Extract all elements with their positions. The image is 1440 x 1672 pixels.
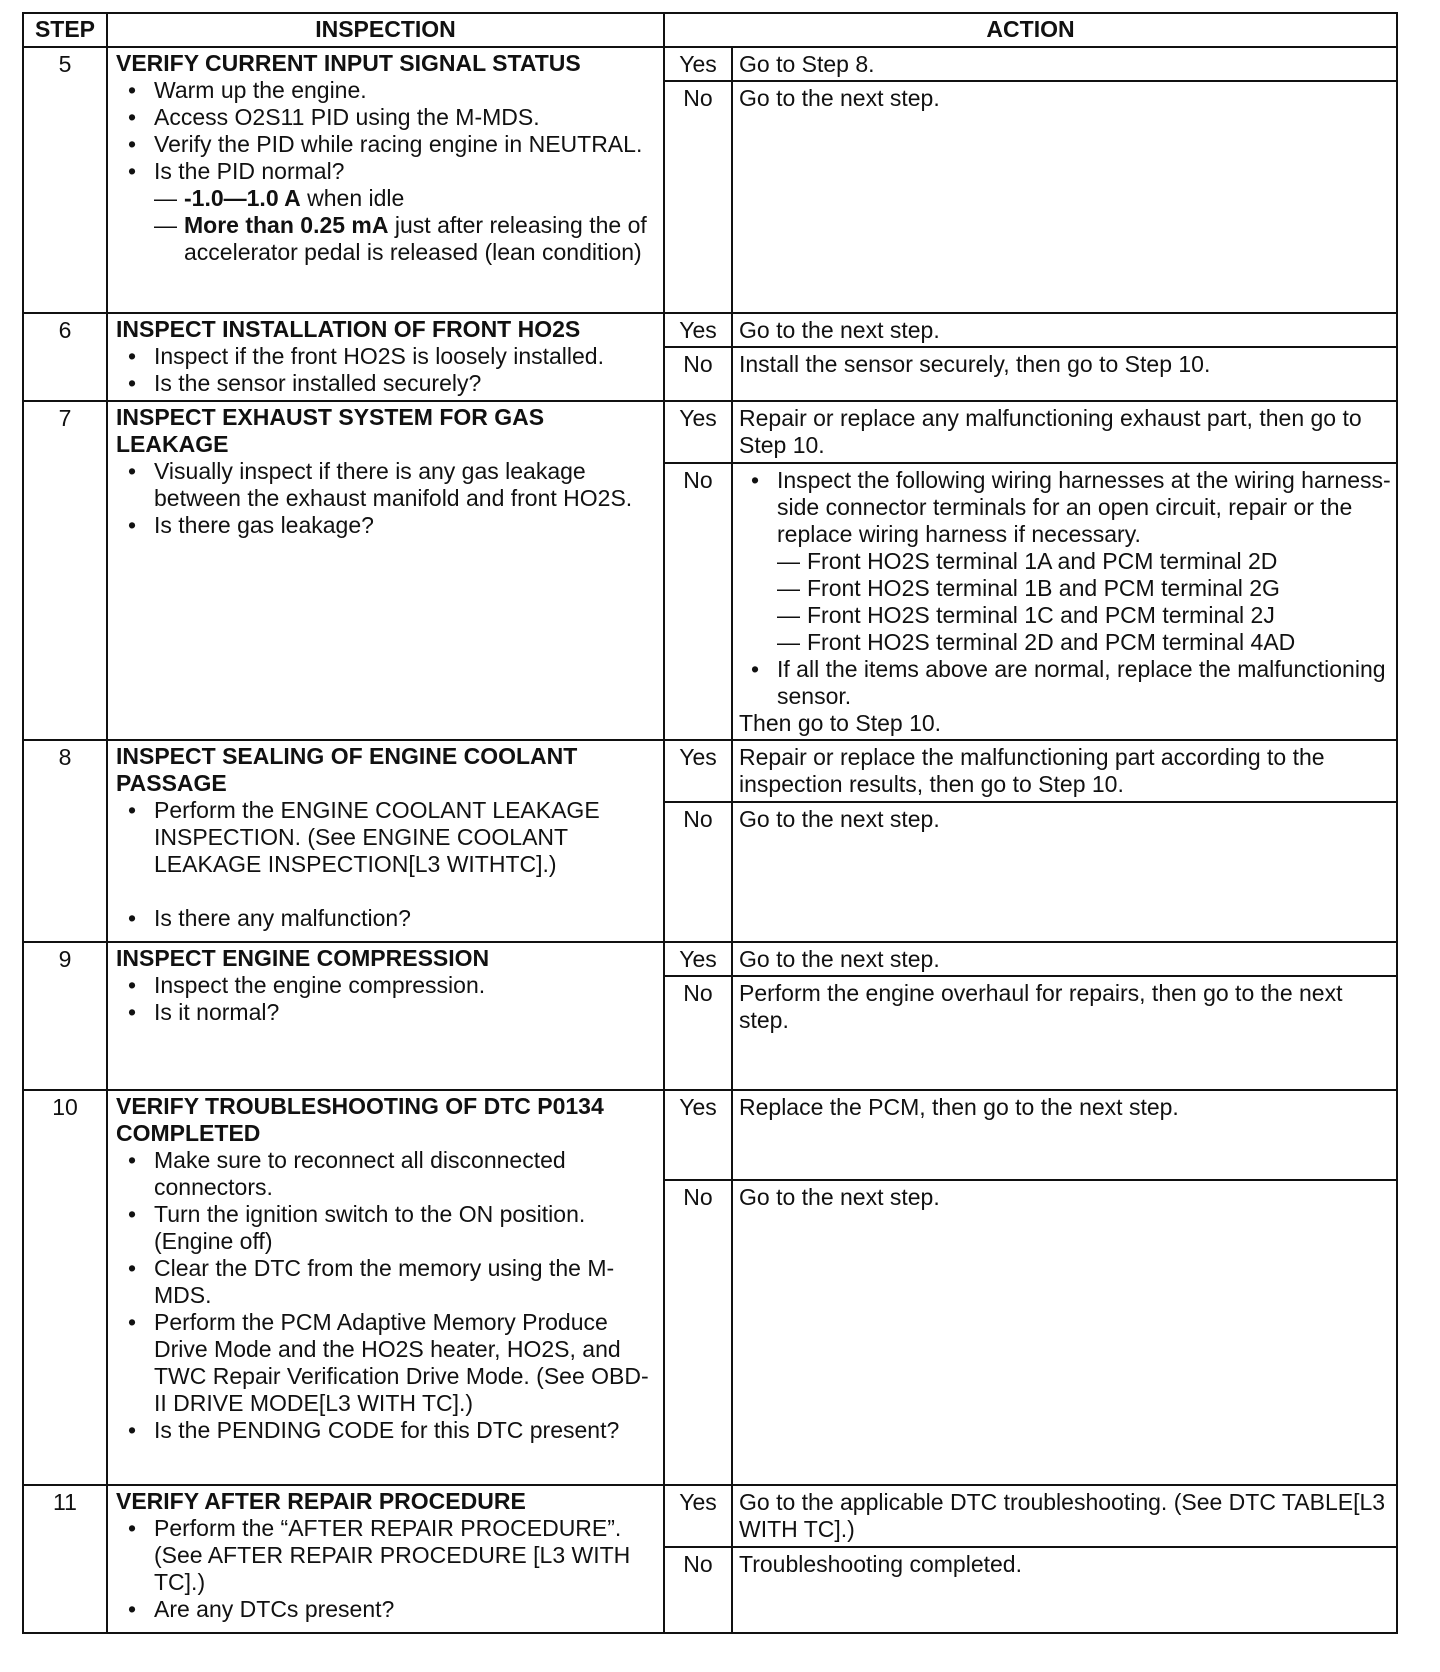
list-item: • Clear the DTC from the memory using the M-MDS. (116, 1255, 659, 1309)
yes-action: Repair or replace any malfunctioning exhaust part, then go to Step 10. (732, 401, 1397, 463)
no-label: No (664, 81, 732, 313)
list-item: • Is the sensor installed securely? (116, 370, 659, 397)
yes-action: Go to Step 8. (732, 47, 1397, 81)
header-action: ACTION (664, 13, 1397, 47)
inspection-title: INSPECT SEALING OF ENGINE COOLANT PASSAGE (116, 743, 578, 796)
yes-label: Yes (664, 313, 732, 347)
list-item-text: Perform the ENGINE COOLANT LEAKAGE INSPECTION. (See ENGINE COOLANT LEAKAGE INSPECTION[L3 WITHTC].) (154, 797, 600, 877)
list-item: • Inspect the engine compression. (116, 972, 659, 999)
step-number: 6 (23, 313, 107, 401)
action-list (739, 467, 1392, 710)
list-item (739, 467, 1392, 656)
list-item: • If all the items above are normal, replace the malfunctioning sensor. (739, 656, 1392, 710)
yes-label: Yes (664, 1090, 732, 1180)
list-item: • Is the PENDING CODE for this DTC present? (116, 1417, 659, 1444)
list-item: • Is there gas leakage? (116, 512, 659, 539)
yes-label: Yes (664, 1485, 732, 1547)
no-label: No (664, 347, 732, 401)
inspection-cell (107, 942, 664, 1090)
step-number: 7 (23, 401, 107, 740)
yes-action: Go to the next step. (732, 942, 1397, 976)
list-item-text: Inspect the following wiring harnesses at the wiring harness-side connector terminals for an open circuit, repair or the replace wiring harness if necessary. (777, 467, 1391, 547)
list-item: • Inspect if the front HO2S is loosely installed. (116, 343, 659, 370)
no-label: No (664, 1180, 732, 1485)
inspection-list (116, 1515, 659, 1623)
inspection-list (116, 458, 659, 539)
table-row (23, 942, 1397, 976)
header-row (23, 13, 1397, 47)
yes-label: Yes (664, 740, 732, 802)
inspection-title: INSPECT EXHAUST SYSTEM FOR GAS LEAKAGE (116, 404, 545, 457)
inspection-list (116, 343, 659, 397)
troubleshooting-table-page (22, 12, 1396, 1660)
inspection-title: INSPECT ENGINE COMPRESSION (116, 945, 490, 971)
no-action: Go to the next step. (732, 802, 1397, 942)
inspection-title: INSPECT INSTALLATION OF FRONT HO2S (116, 316, 581, 342)
step-number: 9 (23, 942, 107, 1090)
harness-item: — Front HO2S terminal 2D and PCM terminal 4AD (777, 629, 1392, 656)
inspection-cell (107, 1090, 664, 1485)
table-row (23, 313, 1397, 347)
yes-action: Repair or replace the malfunctioning part according to the inspection results, then go to Step 10. (732, 740, 1397, 802)
list-item: • Make sure to reconnect all disconnected connectors. (116, 1147, 659, 1201)
spec-item (154, 212, 659, 266)
list-item: • Visually inspect if there is any gas leakage between the exhaust manifold and front HO2S. (116, 458, 659, 512)
yes-label: Yes (664, 401, 732, 463)
spec-value: -1.0—1.0 A (184, 185, 301, 211)
inspection-cell (107, 401, 664, 740)
inspection-cell (107, 740, 664, 942)
no-action: Go to the next step. (732, 81, 1397, 313)
table-row (23, 740, 1397, 802)
inspection-list (116, 1147, 659, 1444)
step-number: 8 (23, 740, 107, 942)
yes-action: Go to the applicable DTC troubleshooting. (See DTC TABLE[L3 WITH TC].) (732, 1485, 1397, 1547)
harness-item: — Front HO2S terminal 1C and PCM terminal 2J (777, 602, 1392, 629)
list-item: • Warm up the engine. (116, 77, 659, 104)
step-number: 5 (23, 47, 107, 313)
spec-value: More than 0.25 mA (184, 212, 389, 238)
yes-label: Yes (664, 47, 732, 81)
no-label: No (664, 463, 732, 740)
header-inspection: INSPECTION (107, 13, 664, 47)
table-row (23, 401, 1397, 463)
harness-item: — Front HO2S terminal 1A and PCM terminal 2D (777, 548, 1392, 575)
no-label: No (664, 1547, 732, 1633)
list-item: • Verify the PID while racing engine in NEUTRAL. (116, 131, 659, 158)
inspection-title: VERIFY TROUBLESHOOTING OF DTC P0134 COMPLETED (116, 1093, 604, 1146)
inspection-list (116, 972, 659, 1026)
inspection-cell (107, 313, 664, 401)
no-label: No (664, 802, 732, 942)
list-item-text: Is the PID normal? (154, 158, 345, 184)
yes-action: Go to the next step. (732, 313, 1397, 347)
harness-list (777, 548, 1392, 656)
no-label: No (664, 976, 732, 1090)
yes-action: Replace the PCM, then go to the next step. (732, 1090, 1397, 1180)
harness-item: — Front HO2S terminal 1B and PCM terminal 2G (777, 575, 1392, 602)
table-row (23, 47, 1397, 81)
inspection-list (116, 797, 659, 932)
list-item: • Perform the PCM Adaptive Memory Produce Drive Mode and the HO2S heater, HO2S, and TWC Repair Verification Drive Mode. (See OBD-II DRIVE MODE[L3 WITH TC].) (116, 1309, 659, 1417)
yes-label: Yes (664, 942, 732, 976)
troubleshooting-table (22, 12, 1398, 1634)
spec-condition: just after releasing the of accelerator pedal is released (lean condition) (184, 212, 647, 265)
table-row (23, 1090, 1397, 1180)
list-item: • Is there any malfunction? (116, 905, 659, 932)
list-item: • Access O2S11 PID using the M-MDS. (116, 104, 659, 131)
list-item (116, 797, 659, 905)
list-item: • Is it normal? (116, 999, 659, 1026)
list-item (116, 158, 659, 266)
no-action: Install the sensor securely, then go to Step 10. (732, 347, 1397, 401)
list-item: • Are any DTCs present? (116, 1596, 659, 1623)
action-tail: Then go to Step 10. (739, 710, 942, 736)
spec-list (154, 185, 659, 266)
no-action: Go to the next step. (732, 1180, 1397, 1485)
spec-condition: when idle (300, 185, 405, 211)
no-action: Troubleshooting completed. (732, 1547, 1397, 1633)
inspection-title: VERIFY CURRENT INPUT SIGNAL STATUS (116, 50, 581, 76)
step-number: 11 (23, 1485, 107, 1633)
inspection-cell (107, 1485, 664, 1633)
header-step: STEP (23, 13, 107, 47)
no-action: Perform the engine overhaul for repairs, then go to the next step. (732, 976, 1397, 1090)
inspection-cell (107, 47, 664, 313)
table-row (23, 1485, 1397, 1547)
inspection-title: VERIFY AFTER REPAIR PROCEDURE (116, 1488, 526, 1514)
spec-item (154, 185, 659, 212)
list-item: • Perform the “AFTER REPAIR PROCEDURE”. (See AFTER REPAIR PROCEDURE [L3 WITH TC].) (116, 1515, 659, 1596)
list-item: • Turn the ignition switch to the ON position. (Engine off) (116, 1201, 659, 1255)
no-action (732, 463, 1397, 740)
step-number: 10 (23, 1090, 107, 1485)
inspection-list (116, 77, 659, 266)
